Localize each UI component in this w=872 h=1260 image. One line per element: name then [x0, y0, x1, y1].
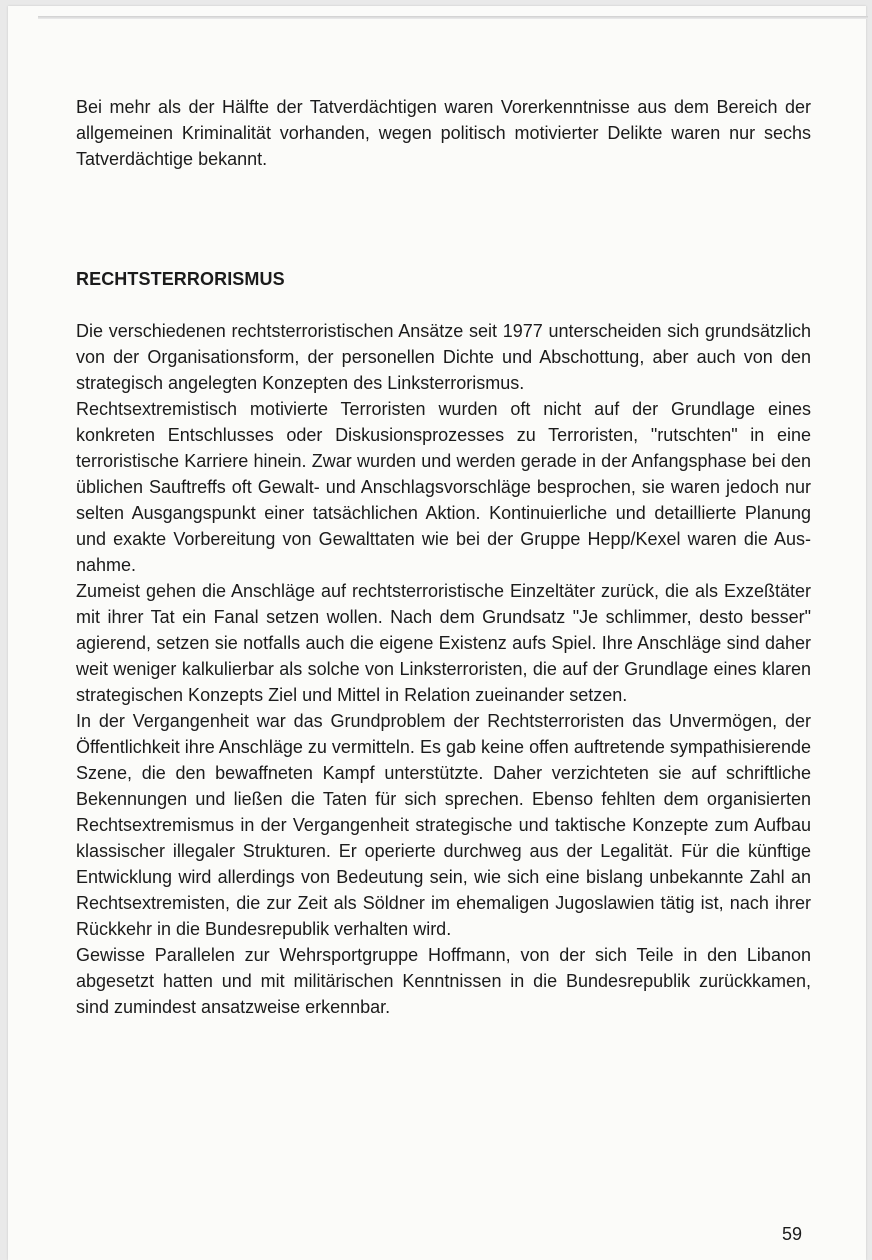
page-number: 59	[781, 1224, 802, 1244]
body-paragraph-4: In der Vergangenheit war das Grundproblem der Rechtsterroristen das Unvermögen, der Öffentlichkeit ihre Anschläge zu vermitteln. Es gab keine offen auftretende sympathisierende Szene, die den bewaffneten Kampf unterstützte. Daher verzichteten sie auf schriftliche Bekennungen und ließen die Taten für sich sprechen. Ebenso fehlten dem organisierten Rechtsextremismus in der Vergangenheit strategische und taktische Konzepte zum Aufbau klassischer illegaler Strukturen. Er operierte durchweg aus der Legalität. Für die künftige Entwicklung wird allerdings von Bedeutung sein, wie sich eine bislang unbekannte Zahl an Rechtsextremisten, die zur Zeit als Söldner im ehemaligen Jugoslawien tätig ist, nach ihrer Rückkehr in die Bundesrepublik verhalten wird.	[76, 711, 811, 939]
body-paragraph-1: Die verschiedenen rechtsterroristischen Ansätze seit 1977 unterscheiden sich grundsätzlich von der Organisationsform, der personellen Dichte und Abschottung, aber auch von den strategisch angelegten Konzepten des Linksterrorismus.	[76, 321, 811, 393]
page-top-edge	[38, 16, 868, 19]
body-paragraph-3: Zumeist gehen die Anschläge auf rechtsterroristische Einzeltäter zurück, die als Exzeßtäter mit ihrer Tat ein Fanal setzen wollen. Nach dem Grundsatz "Je schlimmer, desto besser" agierend, setzen sie notfalls auch die eigene Existenz aufs Spiel. Ihre Anschläge sind daher weit weniger kalkulierbar als solche von Linksterroristen, die auf der Grundlage eines klaren strategischen Konzepts Ziel und Mittel in Relation zueinander setzen.	[76, 581, 811, 705]
body-paragraph-5: Gewisse Parallelen zur Wehrsportgruppe Hoffmann, von der sich Teile in den Libanon abgesetzt hatten und mit militärischen Kenntnissen in die Bundesrepublik zurückkamen, sind zumindest ansatzweise erkennbar.	[76, 945, 811, 1017]
section-heading: RECHTSTERRORISMUS	[76, 269, 285, 289]
page-content	[76, 94, 811, 1020]
intro-paragraph: Bei mehr als der Hälfte der Tatverdächtigen waren Vorerkenntnisse aus dem Bereich der allgemeinen Kriminalität vorhanden, wegen politisch motivierter Delikte waren nur sechs Tatverdächtige bekannt.	[76, 97, 811, 169]
body-paragraph-2: Rechtsextremistisch motivierte Terroristen wurden oft nicht auf der Grundlage eines konkreten Entschlusses oder Diskusionsprozesses zu Terroristen, "rutschten" in eine terroristische Karriere hinein. Zwar wurden und werden gerade in der Anfangsphase bei den üblichen Sauftreffs oft Gewalt- und Anschlagsvorschläge besprochen, sie waren jedoch nur selten Ausgangspunkt einer tatsächlichen Aktion. Kontinuierliche und detaillierte Planung und exakte Vorbereitung von Gewalttaten wie bei der Gruppe Hepp/Kexel waren die Ausnahme.	[76, 399, 811, 575]
document-page	[8, 6, 866, 1260]
